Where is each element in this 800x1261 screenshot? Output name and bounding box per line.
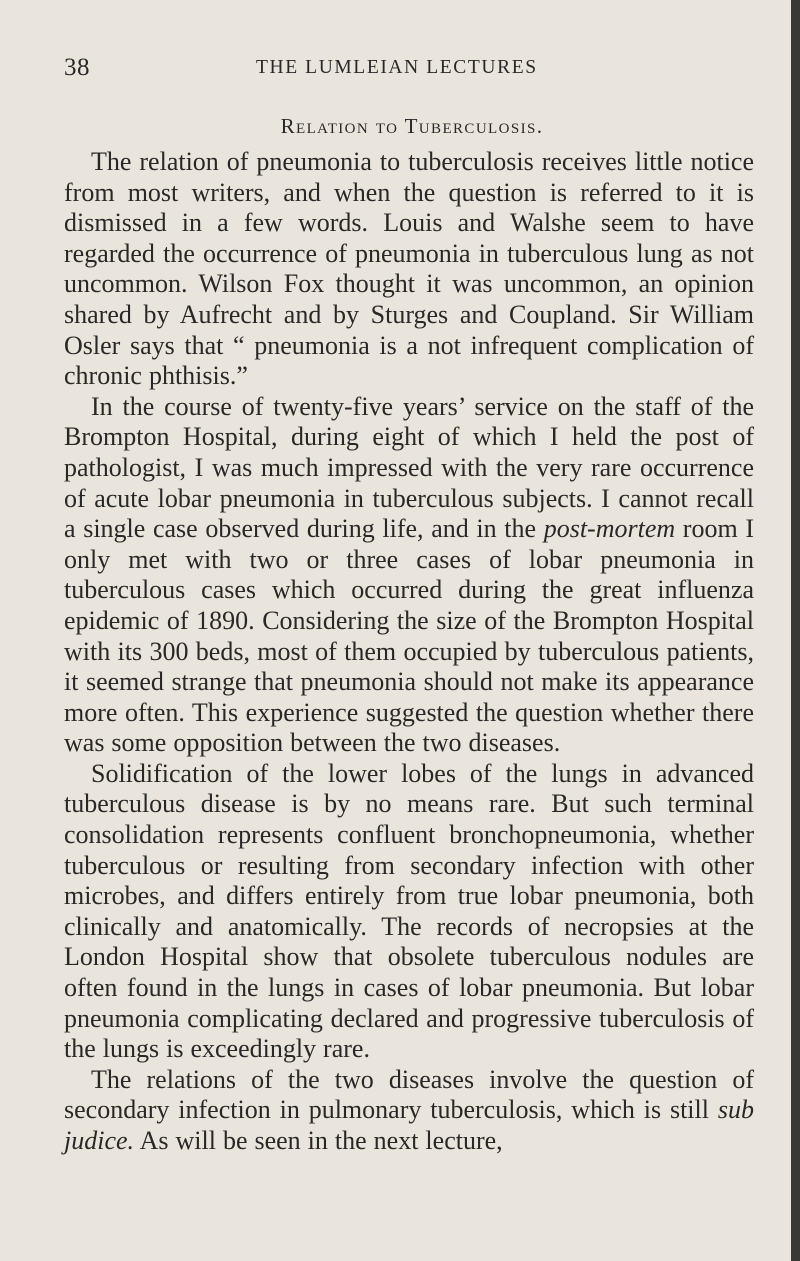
running-title: THE LUMLEIAN LECTURES (256, 57, 538, 78)
book-page (64, 54, 754, 1157)
page-number: 38 (64, 54, 90, 81)
paragraph-2 (64, 392, 754, 759)
section-heading: Relation to Tuberculosis. (280, 114, 544, 138)
paragraph-2-text-a: In the course of twenty-five years’ service on the staff of the Brompton Hospital, during eight of which I held the post of pathologist, I was much impressed with the very rare occurrence of acute lobar pneumonia in tuberculous subjects. I cannot recall a single case observed during life, and in the (64, 391, 754, 544)
paragraph-4-text-a: The relations of the two diseases involve the question of secondary infection in pulmonary tuberculosis, which is still (64, 1064, 754, 1125)
paragraph-1: The relation of pneumonia to tuberculosis receives little notice from most writers, and when the question is referred to it is dismissed in a few words. Louis and Walshe seem to have regarded the occurrence of pneumonia in tuberculous lung as not uncommon. Wilson Fox thought it was uncommon, an opinion shared by Aufrecht and by Sturges and Coupland. Sir William Osler says that “ pneumonia is a not infrequent complication of chronic phthisis.” (64, 147, 754, 391)
paragraph-4-text-b: As will be seen in the next lecture, (134, 1126, 503, 1155)
paragraph-4-italic: sub judice. (64, 1095, 754, 1155)
page-edge-shadow (791, 0, 800, 1261)
paragraph-3: Solidification of the lower lobes of the lungs in advanced tuberculous disease is by no means rare. But such terminal consolidation represents confluent bronchopneumonia, whether tuberculous or resulting from secondary infection with other microbes, and differs entirely from true lobar pneumonia, both clinically and anatomically. The records of necropsies at the London Hospital show that obsolete tuberculous nodules are often found in the lungs in cases of lobar pneumonia. But lobar pneumonia complicating declared and progressive tuberculosis of the lungs is exceedingly rare. (64, 758, 754, 1064)
paragraph-2-italic: post-mortem (543, 514, 676, 544)
running-header (64, 54, 754, 94)
paragraph-4 (64, 1065, 754, 1157)
paragraph-2-text-b: room I only met with two or three cases of lobar pneumonia in tuberculous cases which occurred during the great influenza epidemic of 1890. Considering the size of the Brompton Hospital with its 300 beds, most of them occupied by tuberculous patients, it seemed strange that pneumonia should not make its appearance more often. This experience suggested the question whether there was some opposition between the two diseases. (64, 514, 754, 758)
